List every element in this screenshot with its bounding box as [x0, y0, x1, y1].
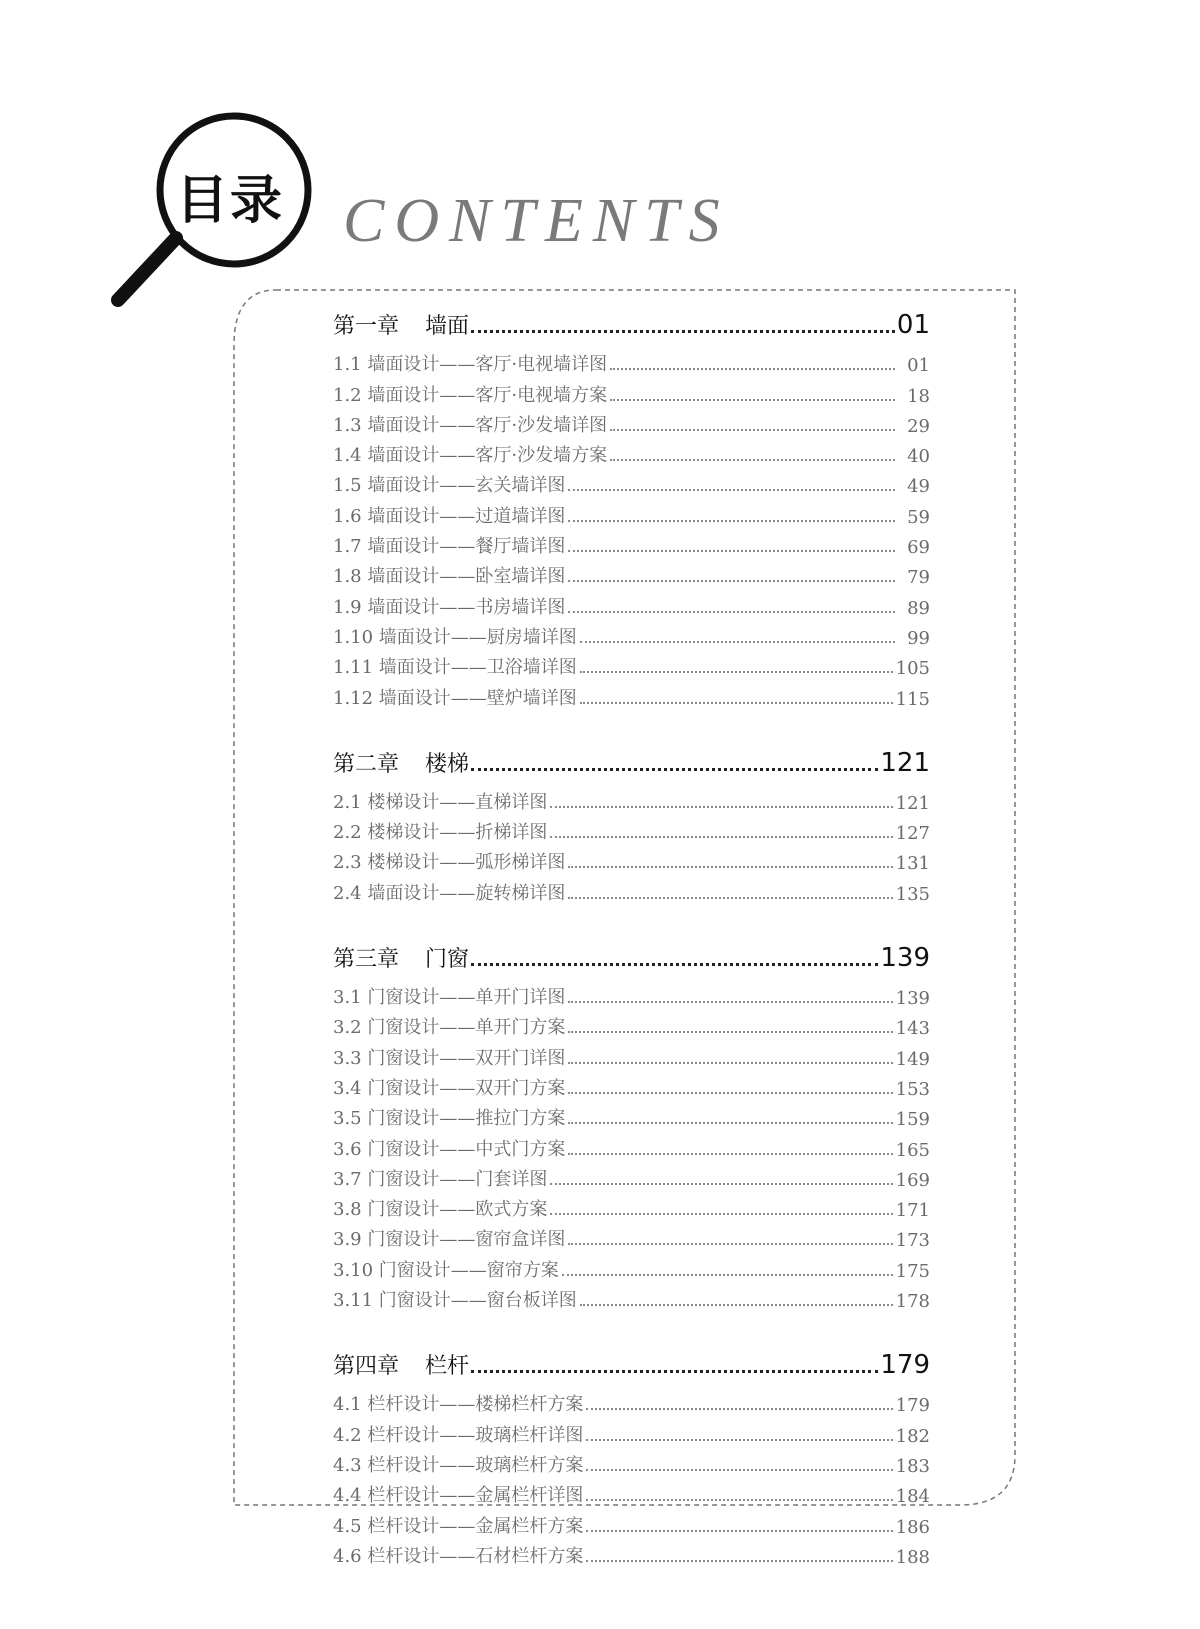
dot-leader — [568, 1062, 892, 1064]
toc-entry-page: 184 — [895, 1486, 930, 1508]
toc-entry[interactable] — [333, 1130, 930, 1160]
toc-entry-label: 1.9 墙面设计——书房墙详图 — [333, 596, 566, 618]
toc-entry-page: 89 — [907, 597, 930, 619]
dot-leader — [568, 520, 895, 522]
dot-leader — [568, 897, 892, 899]
chapter-page-number: 179 — [880, 1350, 930, 1381]
page-title-en: CONTENTS — [343, 187, 730, 255]
chapter-name: 楼梯 — [425, 751, 470, 777]
toc-entry[interactable] — [333, 407, 930, 437]
toc-entry-page: 40 — [907, 446, 930, 468]
toc-entry[interactable] — [333, 1282, 930, 1312]
toc-entry-page: 171 — [895, 1200, 930, 1222]
toc-entry[interactable] — [333, 528, 930, 558]
dot-leader — [471, 1370, 878, 1373]
chapter-page-number: 121 — [880, 747, 930, 778]
toc-entry-page: 121 — [895, 792, 930, 814]
toc-entry-page: 18 — [907, 385, 930, 407]
dot-leader — [550, 836, 892, 838]
toc-entry[interactable] — [333, 497, 930, 527]
chapter-heading[interactable] — [333, 933, 930, 973]
toc-entry-label: 2.4 墙面设计——旋转梯详图 — [333, 882, 566, 904]
dot-leader — [471, 330, 895, 333]
toc-entry[interactable] — [333, 619, 930, 649]
toc-entry-label: 3.9 门窗设计——窗帘盒详图 — [333, 1229, 566, 1251]
dot-leader — [562, 1274, 893, 1276]
dot-leader — [580, 702, 893, 704]
toc-entry-page: 188 — [895, 1546, 930, 1568]
toc-entry-label: 4.6 栏杆设计——石材栏杆方案 — [333, 1545, 584, 1567]
toc-entry-page: 178 — [895, 1291, 930, 1313]
toc-entry[interactable] — [333, 558, 930, 588]
toc-entry-page: 135 — [895, 883, 930, 905]
toc-entry[interactable] — [333, 346, 930, 376]
dot-leader — [610, 368, 895, 370]
toc-entry-page: 59 — [907, 506, 930, 528]
toc-entry-label: 3.6 门窗设计——中式门方案 — [333, 1138, 566, 1160]
dot-leader — [586, 1439, 892, 1441]
toc-entry-label: 3.7 门窗设计——门套详图 — [333, 1168, 548, 1190]
toc-entry-label: 3.4 门窗设计——双开门方案 — [333, 1077, 566, 1099]
toc-entry-page: 79 — [907, 567, 930, 589]
toc-entry[interactable] — [333, 376, 930, 406]
chapter-number: 第一章 — [333, 314, 400, 339]
toc-entry-label: 1.1 墙面设计——客厅·电视墙详图 — [333, 354, 608, 376]
dot-leader — [568, 866, 892, 868]
toc-entry-page: 105 — [895, 658, 930, 680]
toc-entry[interactable] — [333, 874, 930, 904]
toc-entry-page: 169 — [895, 1169, 930, 1191]
dot-leader — [568, 1122, 892, 1124]
toc-entry-label: 3.10 门窗设计——窗帘方案 — [333, 1259, 559, 1281]
toc-entry[interactable] — [333, 649, 930, 679]
toc-entry-page: 153 — [895, 1078, 930, 1100]
toc-entry-page: 69 — [907, 537, 930, 559]
toc-entry-page: 183 — [895, 1455, 930, 1477]
toc-entry[interactable] — [333, 437, 930, 467]
toc-entry[interactable] — [333, 1191, 930, 1221]
toc-entry-label: 1.11 墙面设计——卫浴墙详图 — [333, 657, 577, 679]
dot-leader — [568, 1031, 892, 1033]
toc-entry[interactable] — [333, 679, 930, 709]
chapter-name: 墙面 — [425, 314, 470, 339]
toc-entry-label: 1.2 墙面设计——客厅·电视墙方案 — [333, 384, 608, 406]
toc-entry[interactable] — [333, 1039, 930, 1069]
toc-entry-label: 1.10 墙面设计——厨房墙详图 — [333, 626, 577, 648]
toc-entry[interactable] — [333, 1477, 930, 1507]
page-title-cn: 目录 — [175, 170, 284, 231]
toc-entry-page: 149 — [895, 1048, 930, 1070]
toc-entry-label: 1.7 墙面设计——餐厅墙详图 — [333, 536, 566, 558]
toc-entry-page: 186 — [895, 1516, 930, 1538]
toc-entry-page: 159 — [895, 1109, 930, 1131]
dot-leader — [586, 1560, 892, 1562]
toc-entry-label: 1.5 墙面设计——玄关墙详图 — [333, 475, 566, 497]
dot-leader — [568, 1153, 892, 1155]
chapter-spacer — [333, 905, 930, 933]
dot-leader — [610, 429, 895, 431]
toc-entry-label: 4.2 栏杆设计——玻璃栏杆详图 — [333, 1424, 584, 1446]
toc-entry[interactable] — [333, 1161, 930, 1191]
toc-entry-page: 29 — [907, 415, 930, 437]
toc-entry-label: 3.8 门窗设计——欧式方案 — [333, 1199, 548, 1221]
dot-leader — [568, 550, 895, 552]
dot-leader — [586, 1408, 892, 1410]
dot-leader — [580, 641, 895, 643]
toc-entry-page: 182 — [895, 1425, 930, 1447]
chapter-page-number: 01 — [896, 310, 930, 340]
dot-leader — [550, 806, 892, 808]
dot-leader — [586, 1499, 892, 1501]
toc-entry[interactable] — [333, 1538, 930, 1568]
toc-entry-label: 4.5 栏杆设计——金属栏杆方案 — [333, 1515, 584, 1537]
toc-entry-page: 99 — [907, 627, 930, 649]
dot-leader — [568, 580, 895, 582]
toc-entry-page: 165 — [895, 1139, 930, 1161]
dot-leader — [568, 1001, 892, 1003]
chapter-name: 栏杆 — [425, 1354, 470, 1380]
toc-entry-label: 1.6 墙面设计——过道墙详图 — [333, 505, 566, 527]
dot-leader — [568, 1092, 892, 1094]
toc-entry-page: 49 — [907, 476, 930, 498]
toc-entry-label: 1.4 墙面设计——客厅·沙发墙方案 — [333, 445, 608, 467]
toc-entry-label: 3.11 门窗设计——窗台板详图 — [333, 1290, 577, 1312]
toc-entry[interactable] — [333, 1251, 930, 1281]
dot-leader — [568, 489, 895, 491]
toc-entry[interactable] — [333, 844, 930, 874]
toc-entry-page: 143 — [895, 1018, 930, 1040]
toc-entry-page: 139 — [895, 988, 930, 1010]
toc-entry-label: 1.12 墙面设计——壁炉墙详图 — [333, 687, 577, 709]
dot-leader — [550, 1183, 892, 1185]
toc-entry-label: 1.8 墙面设计——卧室墙详图 — [333, 566, 566, 588]
chapter-heading[interactable] — [333, 738, 930, 778]
dot-leader — [610, 459, 895, 461]
chapter-number: 第二章 — [333, 751, 400, 777]
dot-leader — [471, 963, 878, 966]
dot-leader — [568, 611, 895, 613]
toc-entry-label: 3.3 门窗设计——双开门详图 — [333, 1047, 566, 1069]
dot-leader — [471, 768, 878, 771]
toc-entry[interactable] — [333, 814, 930, 844]
toc-entry-label: 2.2 楼梯设计——折梯详图 — [333, 822, 548, 844]
chapter-page-number: 139 — [880, 942, 930, 973]
dot-leader — [610, 399, 895, 401]
chapter-number: 第四章 — [333, 1354, 400, 1380]
toc-entry-label: 4.4 栏杆设计——金属栏杆详图 — [333, 1485, 584, 1507]
toc-entry[interactable] — [333, 784, 930, 814]
toc-entry[interactable] — [333, 1100, 930, 1130]
dot-leader — [580, 671, 893, 673]
chapter-heading[interactable] — [333, 300, 930, 340]
chapter-spacer — [333, 710, 930, 738]
toc-entry-page: 179 — [895, 1395, 930, 1417]
toc-entry-label: 1.3 墙面设计——客厅·沙发墙详图 — [333, 414, 608, 436]
chapter-name: 门窗 — [425, 946, 470, 972]
toc-entry-page: 173 — [895, 1230, 930, 1252]
toc-entry[interactable] — [333, 467, 930, 497]
toc-entry-label: 4.1 栏杆设计——楼梯栏杆方案 — [333, 1394, 584, 1416]
toc-entry[interactable] — [333, 1070, 930, 1100]
toc-entry-label: 3.5 门窗设计——推拉门方案 — [333, 1108, 566, 1130]
toc-entry[interactable] — [333, 1416, 930, 1446]
chapter-number: 第三章 — [333, 946, 400, 972]
toc-entry[interactable] — [333, 1386, 930, 1416]
toc-entry-page: 01 — [907, 355, 930, 377]
dot-leader — [586, 1530, 892, 1532]
toc-entry[interactable] — [333, 1507, 930, 1537]
toc-entry-page: 115 — [895, 688, 930, 710]
toc-entry[interactable] — [333, 588, 930, 618]
dot-leader — [580, 1304, 893, 1306]
toc-entry[interactable] — [333, 979, 930, 1009]
toc-entry-page: 127 — [895, 823, 930, 845]
toc-entry-label: 3.2 门窗设计——单开门方案 — [333, 1017, 566, 1039]
toc-entry[interactable] — [333, 1221, 930, 1251]
table-of-contents — [333, 300, 930, 1568]
toc-entry-page: 131 — [895, 853, 930, 875]
toc-entry-label: 2.1 楼梯设计——直梯详图 — [333, 791, 548, 813]
chapter-spacer — [333, 1312, 930, 1340]
dot-leader — [550, 1213, 892, 1215]
toc-entry[interactable] — [333, 1009, 930, 1039]
toc-entry[interactable] — [333, 1447, 930, 1477]
dot-leader — [568, 1243, 892, 1245]
dot-leader — [586, 1469, 892, 1471]
toc-entry-label: 2.3 楼梯设计——弧形梯详图 — [333, 852, 566, 874]
toc-entry-label: 3.1 门窗设计——单开门详图 — [333, 987, 566, 1009]
toc-entry-label: 4.3 栏杆设计——玻璃栏杆方案 — [333, 1454, 584, 1476]
toc-entry-page: 175 — [895, 1260, 930, 1282]
chapter-heading[interactable] — [333, 1340, 930, 1380]
